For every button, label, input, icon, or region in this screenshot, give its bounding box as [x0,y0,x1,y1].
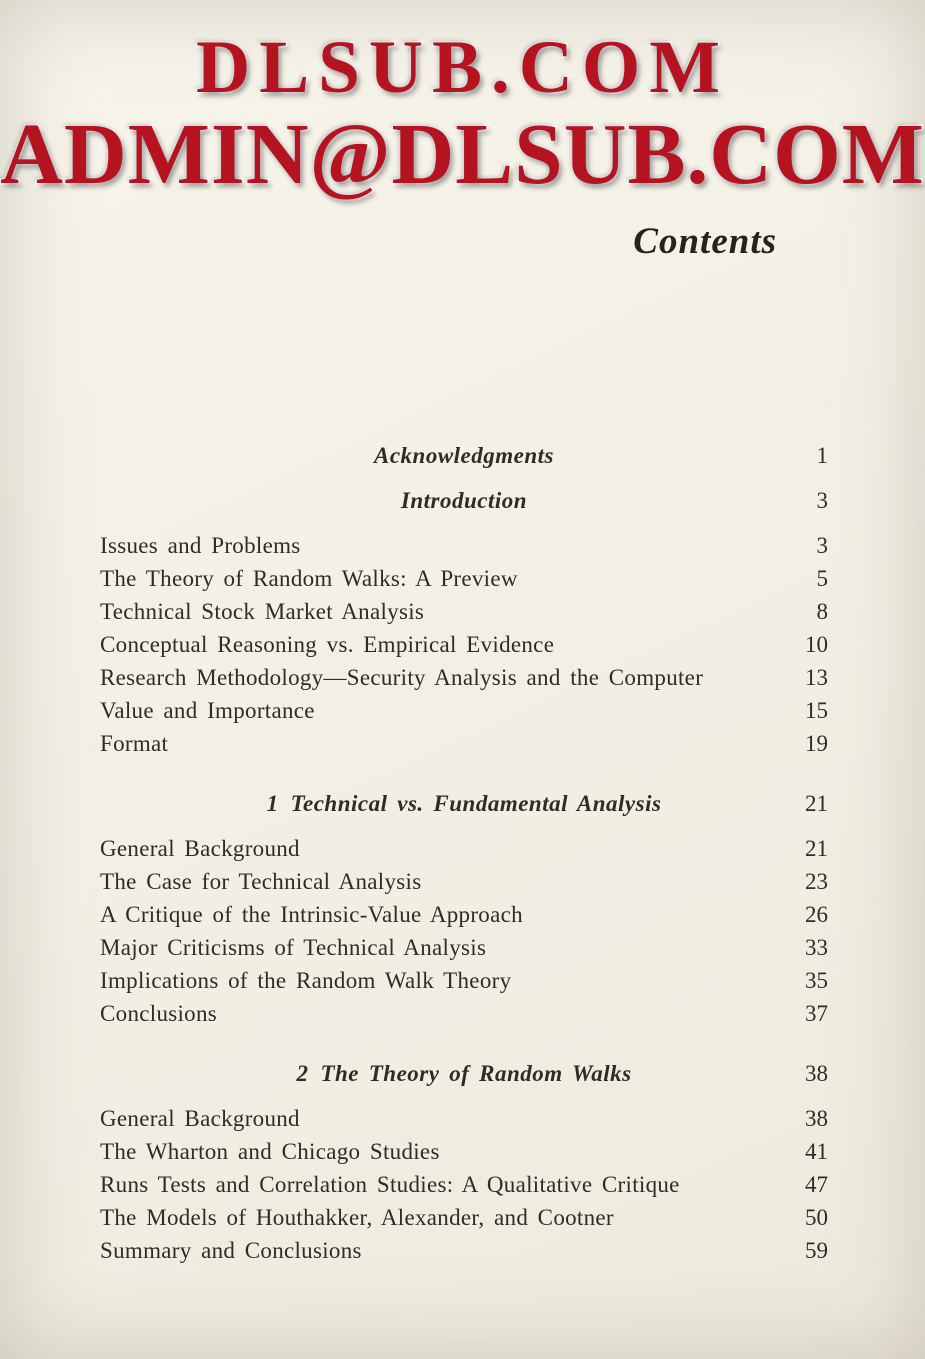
toc-entry-label: A Critique of the Intrinsic-Value Approach [100,902,523,927]
watermark-line1: DLSUB.COM [195,26,730,109]
toc-entry-label: Acknowledgments [373,443,554,468]
toc-entry-page: 33 [805,935,828,960]
toc-entry-page: 21 [805,836,828,861]
toc-row [100,727,828,760]
toc-entry-label: Technical Stock Market Analysis [100,599,425,624]
toc-entry-label: General Background [100,1106,300,1131]
toc-entry-page: 21 [805,791,828,816]
toc-row [100,865,828,898]
toc-entry-label: The Theory of Random Walks: A Preview [100,566,518,591]
toc-entry-page: 10 [805,632,828,657]
toc-entry-page: 1 [816,443,828,468]
toc-entry-page: 59 [805,1238,828,1263]
toc-entry-page: 19 [805,731,828,756]
toc-row [100,964,828,997]
toc-row [100,694,828,727]
toc-entry-label: Runs Tests and Correlation Studies: A Qualitative Critique [100,1172,680,1197]
toc-entry-page: 37 [805,1001,828,1026]
toc-entry-label: Implications of the Random Walk Theory [100,968,512,993]
toc-entry-page: 3 [816,533,828,558]
toc-entry-label: Issues and Problems [100,533,301,558]
toc-row [100,931,828,964]
toc-entry-page: 3 [816,488,828,513]
watermark [0,28,925,200]
toc-row [100,595,828,628]
page-title: Contents [633,221,777,262]
toc-entry-page: 23 [805,869,828,894]
toc-entry-label: Summary and Conclusions [100,1238,362,1263]
toc-row [100,628,828,661]
toc-entry-label: Major Criticisms of Technical Analysis [100,935,487,960]
toc-row [100,529,828,562]
toc-entry-label: Conceptual Reasoning vs. Empirical Evidence [100,632,555,657]
toc-entry-label: The Wharton and Chicago Studies [100,1139,440,1164]
toc-row [100,1135,828,1168]
toc-entry-label: Value and Importance [100,698,315,723]
toc-entry-label: 1 Technical vs. Fundamental Analysis [266,791,662,816]
toc-row [100,484,828,517]
toc-entry-page: 26 [805,902,828,927]
toc-row [100,1234,828,1267]
toc-entry-label: 2 The Theory of Random Walks [296,1061,632,1086]
toc-row [100,439,828,472]
toc-entry-label: Research Methodology—Security Analysis and the Computer [100,665,704,690]
toc-row [100,898,828,931]
toc-row [100,1057,828,1090]
toc-entry-page: 35 [805,968,828,993]
toc-entry-label: General Background [100,836,300,861]
toc-entry-page: 38 [805,1061,828,1086]
toc-entry-page: 50 [805,1205,828,1230]
toc-entry-page: 8 [816,599,828,624]
toc-row [100,832,828,865]
toc-row [100,1201,828,1234]
toc-entry-page: 15 [805,698,828,723]
toc-list [100,439,828,1267]
toc-row [100,1168,828,1201]
toc-entry-label: Conclusions [100,1001,218,1026]
toc-entry-page: 5 [816,566,828,591]
toc-entry-page: 13 [805,665,828,690]
toc-row [100,1102,828,1135]
toc-row [100,997,828,1030]
toc-entry-label: Format [100,731,169,756]
toc-row [100,661,828,694]
toc-entry-label: The Case for Technical Analysis [100,869,422,894]
toc-entry-page: 47 [805,1172,828,1197]
toc-entry-page: 41 [805,1139,828,1164]
toc-row [100,562,828,595]
toc-entry-label: Introduction [400,488,528,513]
toc-row [100,787,828,820]
watermark-line2: ADMIN@DLSUB.COM [0,104,925,202]
toc-entry-page: 38 [805,1106,828,1131]
toc-entry-label: The Models of Houthakker, Alexander, and Cootner [100,1205,614,1230]
